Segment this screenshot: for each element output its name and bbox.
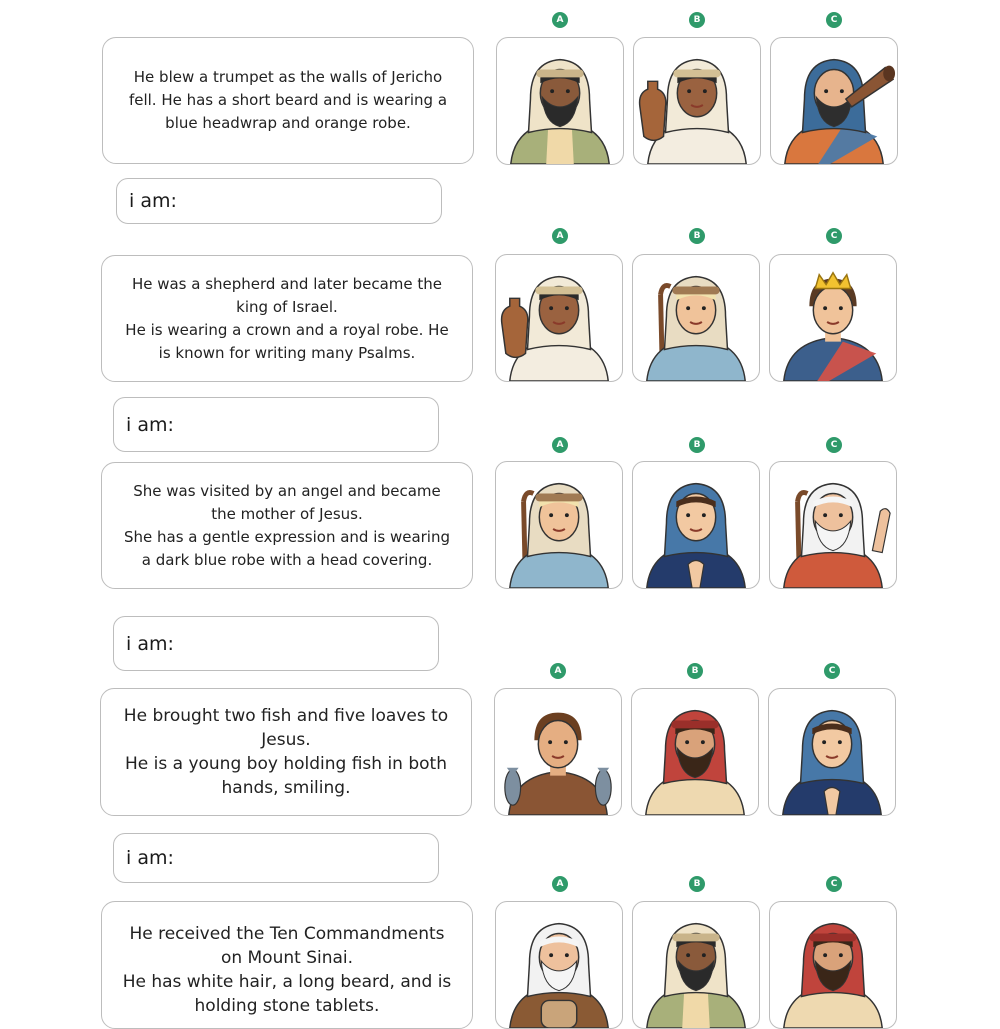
choice-c-badge: C bbox=[824, 663, 840, 679]
answer-label: i am: bbox=[129, 190, 177, 212]
choice-c-badge: C bbox=[826, 12, 842, 28]
choice-c-card[interactable] bbox=[768, 688, 896, 816]
answer-label: i am: bbox=[126, 847, 174, 869]
dark-bearded-man-icon bbox=[497, 38, 623, 164]
choice-a-card[interactable] bbox=[495, 254, 623, 382]
boy-holding-fish-icon bbox=[495, 689, 621, 815]
clue-box bbox=[101, 901, 473, 1029]
choice-b-card[interactable] bbox=[632, 254, 760, 382]
choice-c-badge: C bbox=[826, 228, 842, 244]
choice-c-card[interactable] bbox=[770, 37, 898, 165]
answer-label: i am: bbox=[126, 413, 174, 436]
bearded-man-red-headwrap-icon bbox=[770, 902, 896, 1028]
old-man-with-tablets-icon bbox=[496, 902, 622, 1028]
man-blowing-horn-icon bbox=[771, 38, 897, 164]
answer-label: i am: bbox=[126, 632, 174, 655]
answer-field[interactable] bbox=[113, 397, 439, 452]
shepherd-with-staff-icon bbox=[633, 255, 759, 381]
choice-b-card[interactable] bbox=[632, 461, 760, 589]
choice-a-badge: A bbox=[552, 228, 568, 244]
choice-b-badge: B bbox=[689, 12, 705, 28]
praying-woman-blue-veil-icon bbox=[633, 462, 759, 588]
choice-a-badge: A bbox=[550, 663, 566, 679]
choice-b-badge: B bbox=[689, 437, 705, 453]
choice-a-card[interactable] bbox=[494, 688, 622, 816]
choice-a-card[interactable] bbox=[495, 461, 623, 589]
choice-c-card[interactable] bbox=[769, 254, 897, 382]
choice-b-badge: B bbox=[689, 228, 705, 244]
clue-text: He was a shepherd and later became the king of Israel. He is wearing a crown and a royal robe. He is known for writing many Psalms. bbox=[125, 274, 449, 362]
choice-c-card[interactable] bbox=[769, 901, 897, 1029]
shepherd-with-staff-icon bbox=[496, 462, 622, 588]
choice-a-card[interactable] bbox=[495, 901, 623, 1029]
clue-box bbox=[101, 255, 473, 382]
choice-a-badge: A bbox=[552, 437, 568, 453]
choice-c-badge: C bbox=[826, 437, 842, 453]
answer-field[interactable] bbox=[113, 833, 439, 883]
choice-a-card[interactable] bbox=[496, 37, 624, 165]
choice-c-badge: C bbox=[826, 876, 842, 892]
dark-bearded-man-icon bbox=[633, 902, 759, 1028]
answer-field[interactable] bbox=[113, 616, 439, 671]
clue-text: He received the Ten Commandments on Mount Sinai. He has white hair, a long beard, and is holding stone tablets. bbox=[122, 924, 452, 1016]
clue-text: He blew a trumpet as the walls of Jericho fell. He has a short beard and is wearing a blue headwrap and orange robe. bbox=[128, 68, 448, 132]
clue-box bbox=[102, 37, 474, 164]
choice-c-card[interactable] bbox=[769, 461, 897, 589]
king-with-crown-icon bbox=[770, 255, 896, 381]
praying-woman-blue-veil-icon bbox=[769, 689, 895, 815]
clue-text: He brought two fish and five loaves to Jesus. He is a young boy holding fish in both hands, smiling. bbox=[123, 706, 449, 798]
choice-a-badge: A bbox=[552, 876, 568, 892]
choice-b-card[interactable] bbox=[632, 901, 760, 1029]
clue-box bbox=[101, 462, 473, 589]
choice-b-badge: B bbox=[687, 663, 703, 679]
woman-with-jar-icon bbox=[634, 38, 760, 164]
choice-a-badge: A bbox=[552, 12, 568, 28]
choice-b-badge: B bbox=[689, 876, 705, 892]
clue-box bbox=[100, 688, 472, 816]
bearded-man-red-headwrap-icon bbox=[632, 689, 758, 815]
old-man-white-beard-staff-icon bbox=[770, 462, 896, 588]
choice-b-card[interactable] bbox=[631, 688, 759, 816]
choice-b-card[interactable] bbox=[633, 37, 761, 165]
woman-with-jar-icon bbox=[496, 255, 622, 381]
clue-text: She was visited by an angel and became the mother of Jesus. She has a gentle expression and is wearing a dark blue robe with a head covering. bbox=[123, 481, 451, 569]
answer-field[interactable] bbox=[116, 178, 442, 224]
